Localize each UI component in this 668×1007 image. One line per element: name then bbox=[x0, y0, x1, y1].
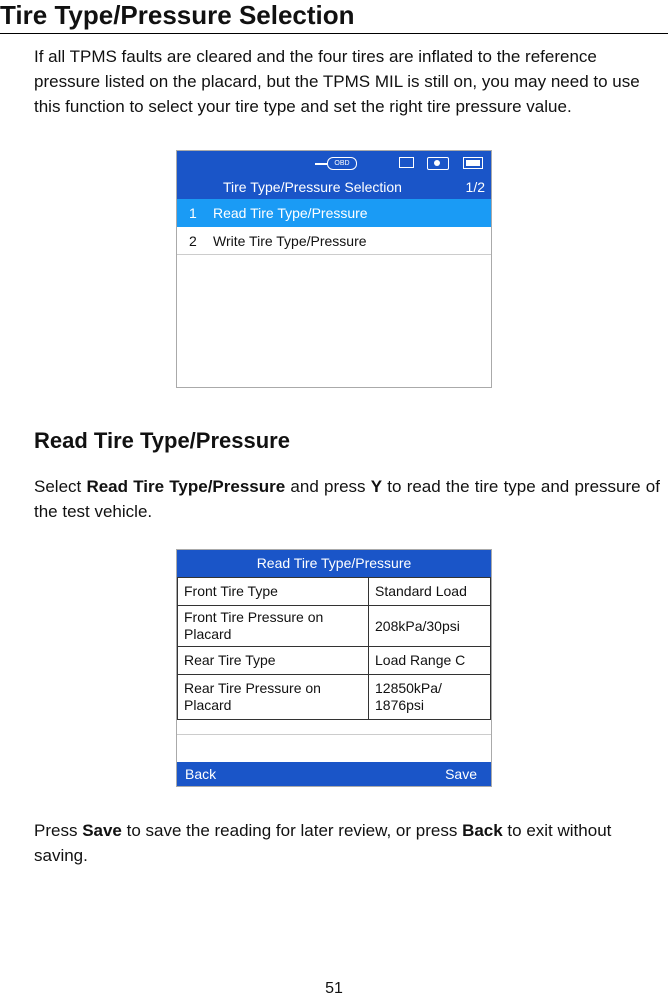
row-value: 12850kPa/ 1876psi bbox=[369, 675, 491, 720]
empty-area bbox=[177, 734, 491, 763]
page-number: 51 bbox=[325, 980, 343, 997]
obd-cable-icon bbox=[315, 163, 327, 165]
menu-item-number: 2 bbox=[189, 233, 197, 249]
page-indicator: 1/2 bbox=[465, 179, 485, 195]
battery-icon bbox=[463, 157, 483, 169]
camera-icon bbox=[427, 157, 449, 170]
page-title: Tire Type/Pressure Selection bbox=[0, 0, 355, 30]
screen-header: Read Tire Type/Pressure bbox=[177, 550, 491, 577]
obd-connector-icon: OBD bbox=[327, 157, 357, 170]
title-divider bbox=[0, 33, 668, 34]
device-screen-menu bbox=[176, 150, 492, 388]
device-screen-readout bbox=[176, 549, 492, 787]
table-row bbox=[178, 578, 491, 606]
menu-item-write-tire-type[interactable] bbox=[177, 227, 491, 255]
back-button[interactable]: Back bbox=[185, 766, 217, 782]
row-value: Standard Load bbox=[369, 578, 491, 606]
row-label: Rear Tire Type bbox=[178, 647, 369, 675]
table-row bbox=[178, 647, 491, 675]
section-title: Read Tire Type/Pressure bbox=[34, 428, 290, 453]
row-value: 208kPa/30psi bbox=[369, 606, 491, 647]
save-instruction: Press Save to save the reading for later review, or press Back to exit without saving. bbox=[34, 821, 612, 865]
mail-icon bbox=[399, 157, 414, 168]
intro-paragraph: If all TPMS faults are cleared and the four tires are inflated to the reference pressure listed on the placard, but the TPMS MIL is still on, you may need to use this function to select your tire type and set the right tire pressure value. bbox=[34, 47, 640, 116]
row-label: Front Tire Pressure on Placard bbox=[178, 606, 369, 647]
menu-item-read-tire-type[interactable] bbox=[177, 199, 491, 227]
row-value: Load Range C bbox=[369, 647, 491, 675]
row-label: Rear Tire Pressure on Placard bbox=[178, 675, 369, 720]
menu-item-label: Write Tire Type/Pressure bbox=[213, 233, 367, 249]
save-button[interactable]: Save bbox=[445, 766, 477, 782]
select-instruction: Select Read Tire Type/Pressure and press Y to read the tire type and pressure of the test vehicle. bbox=[34, 477, 660, 521]
screen-header bbox=[177, 175, 491, 199]
tire-data-table bbox=[177, 577, 491, 720]
menu-item-number: 1 bbox=[189, 205, 197, 221]
menu-item-label: Read Tire Type/Pressure bbox=[213, 205, 368, 221]
table-row bbox=[178, 675, 491, 720]
screen-title: Tire Type/Pressure Selection bbox=[223, 179, 402, 195]
status-bar bbox=[177, 151, 491, 175]
row-label: Front Tire Type bbox=[178, 578, 369, 606]
table-row bbox=[178, 606, 491, 647]
screen-footer bbox=[177, 762, 491, 786]
